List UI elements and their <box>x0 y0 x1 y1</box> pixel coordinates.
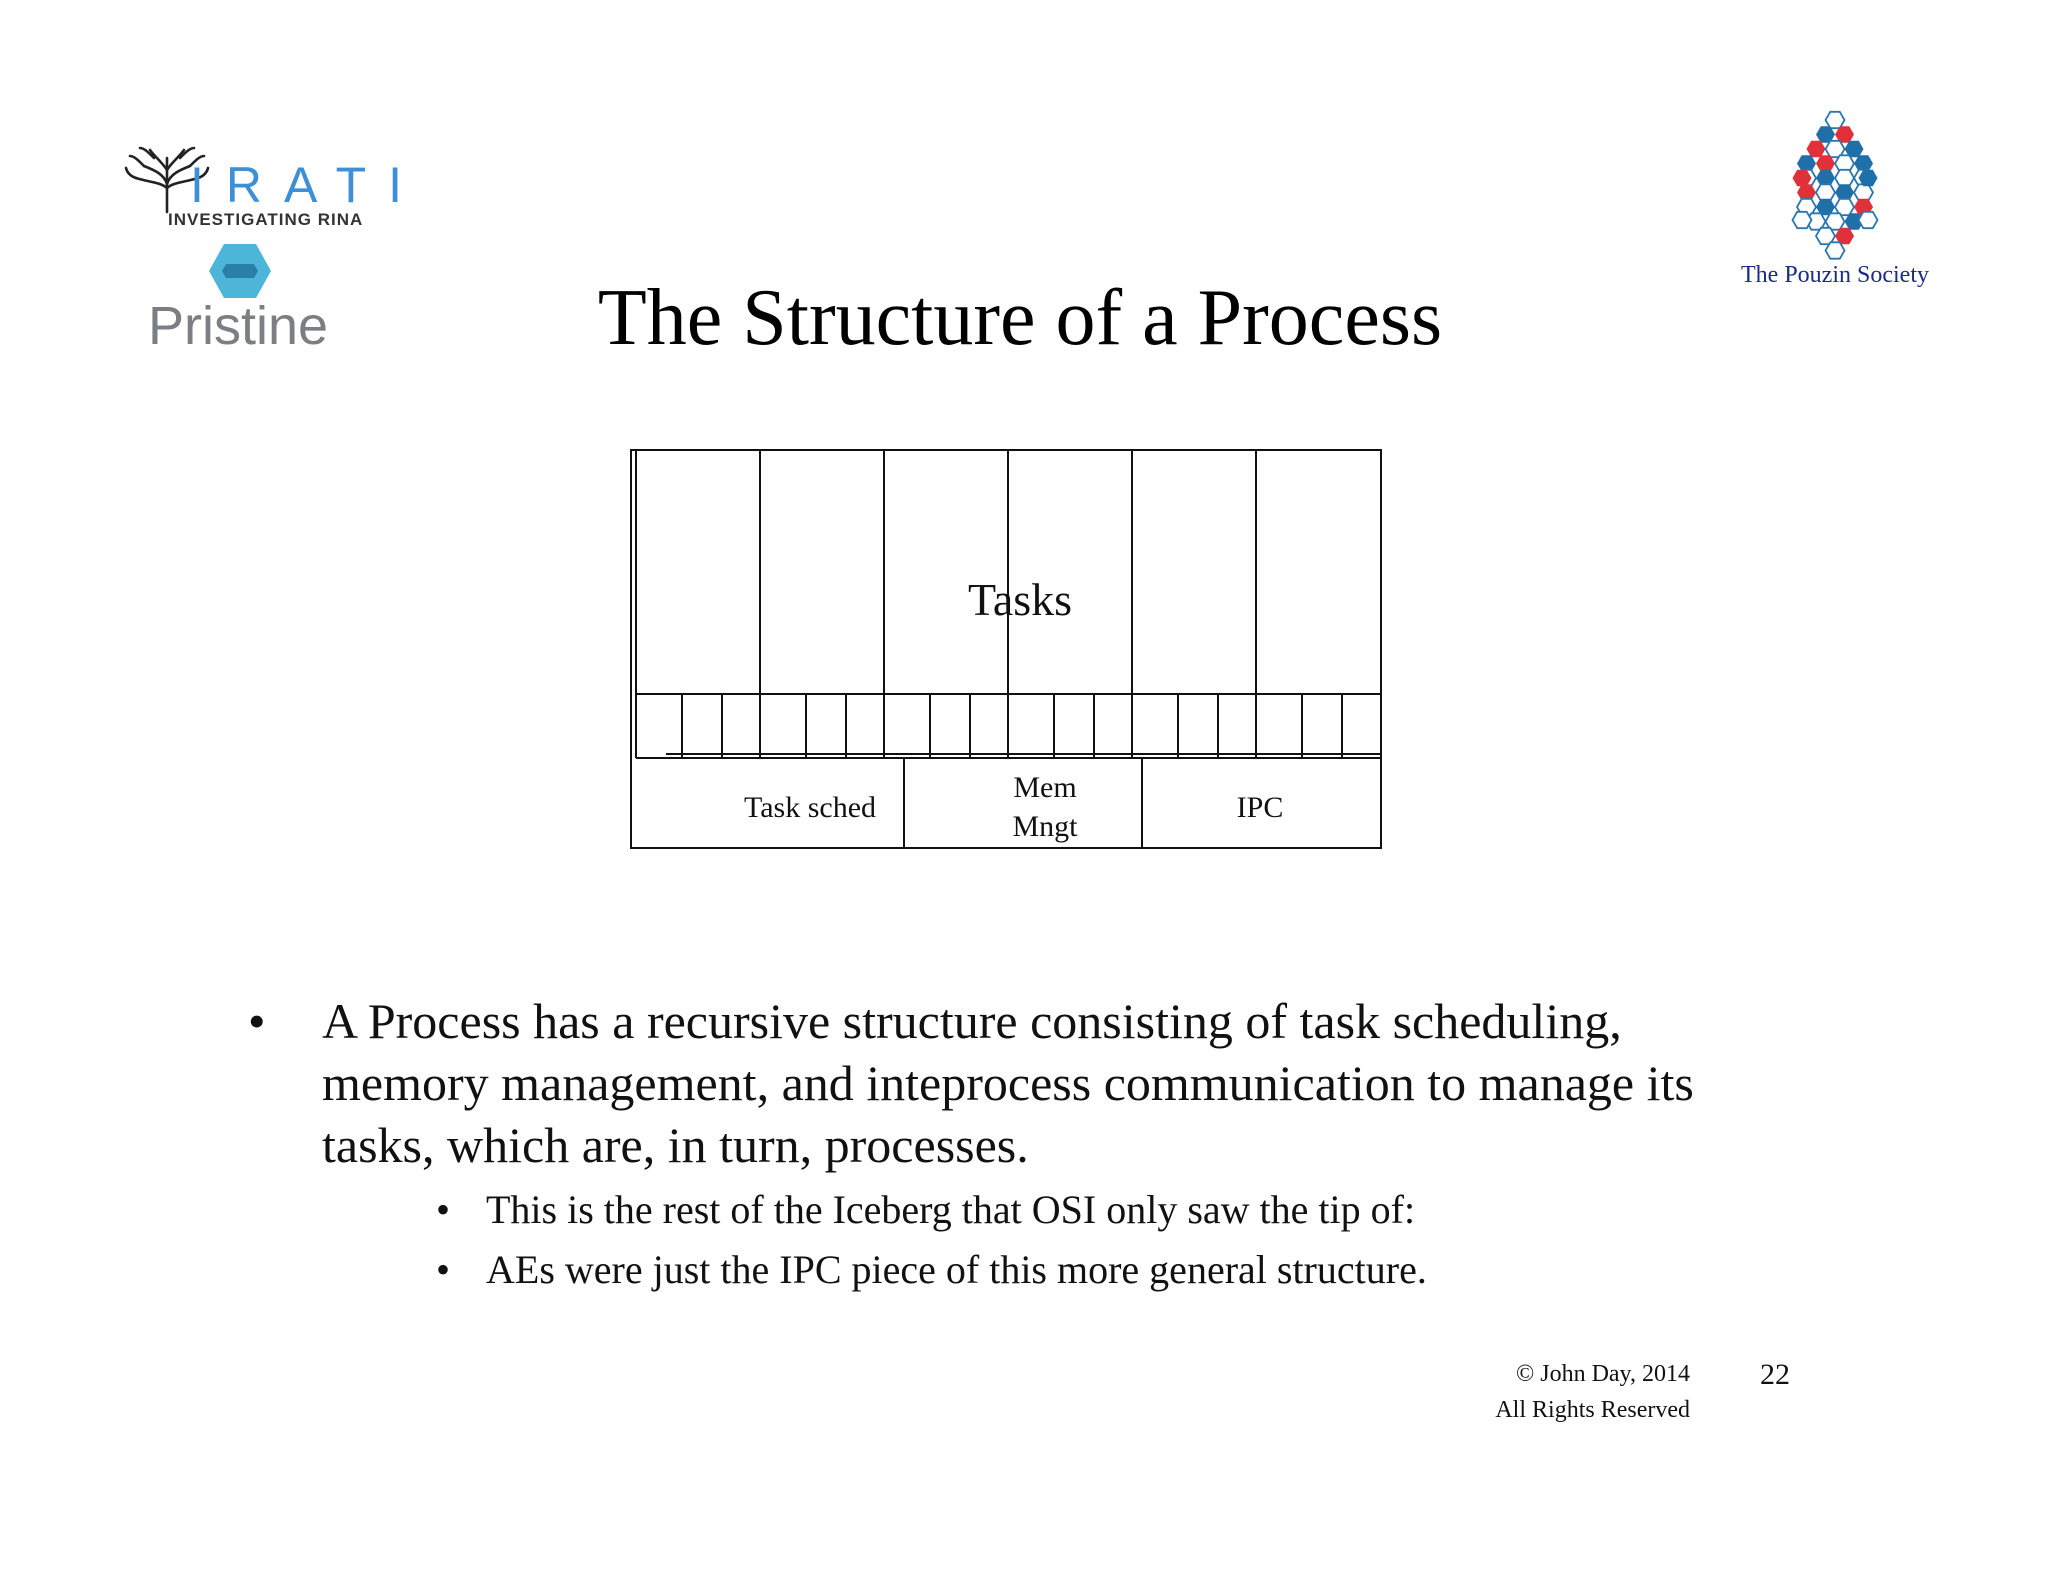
honeycomb-cell <box>1826 242 1845 258</box>
ipc-label: IPC <box>1236 791 1284 824</box>
honeycomb-icon <box>1750 110 1920 260</box>
pristine-wordmark: Pristine <box>148 296 329 356</box>
honeycomb-cell <box>1835 170 1854 186</box>
bullet-text: A Process has a recursive structure consisting of task scheduling, memory management, and inteprocess communication to manage its tasks, which are, in turn, processes. <box>322 993 1694 1173</box>
honeycomb-cell <box>1859 212 1878 228</box>
rights-line: All Rights Reserved <box>1495 1397 1690 1423</box>
slide-title: The Structure of a Process <box>597 274 1443 362</box>
sub-bullet-item <box>240 1240 1800 1300</box>
irati-wordmark: IRATI <box>190 157 425 213</box>
honeycomb-cell <box>1816 184 1835 200</box>
task-sched-label: Task sched <box>743 791 877 824</box>
sub-bullet-marker: • <box>436 1187 451 1232</box>
pristine-logo <box>148 242 388 362</box>
sub-bullet-marker: • <box>436 1247 451 1292</box>
sub-bullet-list <box>240 1180 1800 1300</box>
sub-bullet-text: AEs were just the IPC piece of this more general structure. <box>486 1247 1427 1292</box>
sub-bullet-text: This is the rest of the Iceberg that OSI only saw the tip of: <box>486 1187 1416 1232</box>
irati-logo <box>124 138 425 234</box>
pouzin-society-name: The Pouzin Society <box>1741 262 1929 288</box>
tasks-label: Tasks <box>967 574 1073 625</box>
copyright-line: © John Day, 2014 <box>1516 1361 1690 1387</box>
bullet-list <box>240 990 1800 1300</box>
bullet-marker: • <box>248 993 266 1049</box>
page-number: 22 <box>1760 1358 1790 1391</box>
honeycomb-cell <box>1807 141 1826 157</box>
mem-mngt-label-line1: Mem <box>1013 771 1077 804</box>
pouzin-society-logo <box>1720 110 1960 295</box>
irati-tagline: INVESTIGATING RINA <box>168 210 364 229</box>
hexagon-icon <box>208 242 272 300</box>
bullet-item <box>240 990 1800 1176</box>
honeycomb-cell <box>1793 212 1812 228</box>
mem-mngt-label-line2: Mngt <box>1012 810 1078 843</box>
honeycomb-cell <box>1826 112 1845 128</box>
copyright-notice <box>1440 1356 1690 1428</box>
mem-mngt-label <box>980 768 1110 846</box>
sub-bullet-item <box>240 1180 1800 1240</box>
honeycomb-cell <box>1854 184 1873 200</box>
